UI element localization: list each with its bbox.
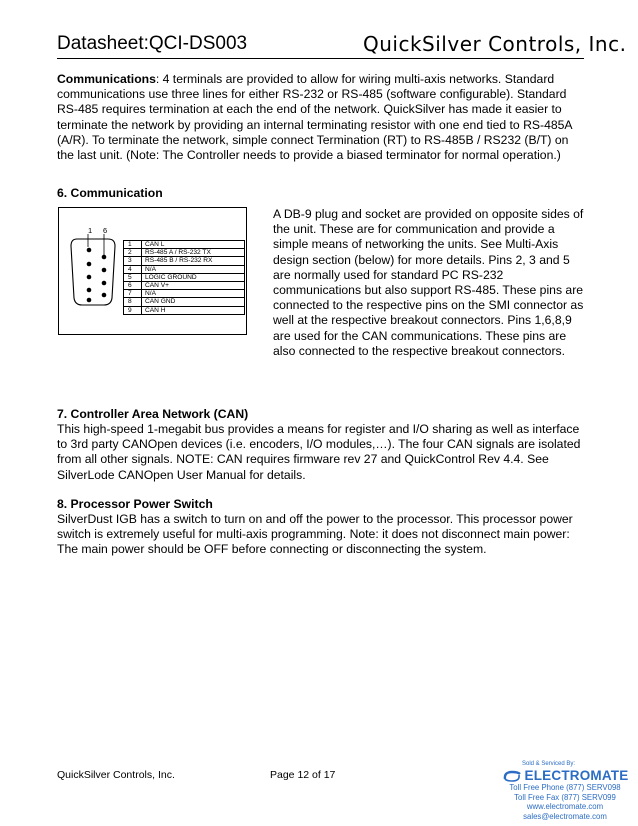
electromate-name: ELECTROMATE [524, 768, 629, 783]
pin-label-6: 6 [103, 226, 108, 235]
pinout-row [124, 273, 245, 281]
electromate-brand [498, 768, 632, 783]
sold-by-label: Sold & Serviced By: [522, 761, 576, 767]
pin-7-dot [102, 268, 107, 273]
page-number: Page 12 of 17 [270, 769, 336, 781]
electromate-logo [498, 760, 632, 821]
pinout-row [124, 241, 245, 249]
header-divider [57, 58, 584, 59]
section-8-text: SilverDust IGB has a switch to turn on and off the power to the processor. This processor power switch is extremely useful for multi-axis programming. Note: it does not disconnect main power: The main power should be OFF before connecting or disconnecting the system. [57, 512, 573, 557]
pin-label-1: 1 [88, 226, 93, 235]
pin-1-dot [87, 248, 92, 253]
electromate-website-link[interactable]: www.electromate.com [526, 802, 604, 812]
pinout-row [124, 265, 245, 273]
doc-id: Datasheet:QCI-DS003 [57, 33, 248, 54]
pin-signal: CAN V+ [142, 282, 245, 290]
company-title: QuickSilver Controls, Inc. [363, 32, 627, 56]
pin-number: 8 [124, 298, 142, 306]
pin-number: 4 [124, 265, 142, 273]
pin-number: 9 [124, 306, 142, 314]
section-6-text: A DB-9 plug and socket are provided on opposite sides of the unit. These are for communication and provide a simple means of networking the units. See Multi-Axis design section (below) for more details. Pins 2, 3 and 5 are normally used for standard PC RS-232 communications but also support RS-485. These pins are connected to the respective pins on the SMI connector as well at the respective breakout connectors. Pins 1,6,8,9 are used for the CAN communications. These pins are also connected to the respective breakout connectors. [273, 207, 584, 358]
electromate-fax: Toll Free Fax (877) SERV099 [514, 792, 616, 802]
pin-number: 2 [124, 249, 142, 257]
pinout-row [124, 290, 245, 298]
electromate-phone: Toll Free Phone (877) SERV098 [509, 783, 621, 792]
pin-signal: N/A [142, 265, 245, 273]
electromate-swoosh-icon [502, 769, 522, 783]
pin-4-dot [87, 288, 92, 293]
pin-5-dot [87, 298, 92, 303]
pin-signal: N/A [142, 290, 245, 298]
db9-connector-drawing [60, 228, 125, 318]
pin-signal: LOGIC GROUND [142, 273, 245, 281]
section-6-heading: 6. Communication [57, 186, 163, 200]
pin-number: 5 [124, 273, 142, 281]
electromate-email-link[interactable]: sales@electromate.com [523, 811, 607, 821]
pin-signal: RS-485 B / RS-232 RX [142, 257, 245, 265]
communications-lead: Communications [57, 72, 156, 86]
pin-number: 3 [124, 257, 142, 265]
pinout-row [124, 257, 245, 265]
footer-company: QuickSilver Controls, Inc. [57, 769, 175, 781]
pin-8-dot [102, 281, 107, 286]
pin-signal: CAN L [142, 241, 245, 249]
pinout-table [123, 240, 245, 315]
pinout-row [124, 298, 245, 306]
pin-signal: CAN H [142, 306, 245, 314]
pin-9-dot [102, 293, 107, 298]
pin-signal: RS-485 A / RS-232 TX [142, 249, 245, 257]
communications-body: : 4 terminals are provided to allow for wiring multi-axis networks. Standard communications use three lines for either RS-232 or RS-485 (software configurable). Standard RS-485 requires termination at each the end of the network. QuickSilver has made it easier to terminate the network by providing an internal terminating resistor with one end tied to RS-485A (A/R). To terminate the network, simple connect Termination (RT) to RS-485B / RS232 (B/T) on the last unit. (Note: The Controller needs to provide a biased terminator for normal operation.) [57, 72, 572, 163]
pinout-row [124, 306, 245, 314]
pin-number: 1 [124, 241, 142, 249]
section-8-heading: 8. Processor Power Switch [57, 497, 213, 511]
pin-2-dot [87, 262, 92, 267]
communications-paragraph [57, 72, 587, 163]
pin-number: 6 [124, 282, 142, 290]
section-7-text: This high-speed 1-megabit bus provides a means for register and I/O sharing as well as interface to 3rd party CANOpen devices (i.e. encoders, I/O modules,…). The four CAN signals are isolated from all other signals. NOTE: CAN requires firmware rev 27 and QuickControl Rev 4.4. See SilverLode CANOpen User Manual for details. [57, 422, 581, 482]
pinout-row [124, 282, 245, 290]
section-7-heading: 7. Controller Area Network (CAN) [57, 407, 249, 421]
pinout-row [124, 249, 245, 257]
connector-shell [71, 239, 115, 305]
pin-number: 7 [124, 290, 142, 298]
pin-6-dot [102, 255, 107, 260]
pin-signal: CAN GND [142, 298, 245, 306]
pin-3-dot [87, 275, 92, 280]
